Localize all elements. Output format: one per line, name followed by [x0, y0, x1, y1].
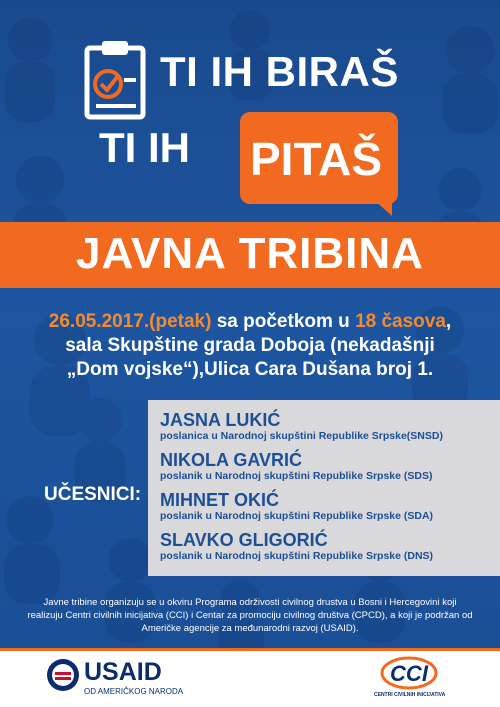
speech-bubble-tail [372, 198, 392, 216]
event-date: 26.05.2017. [48, 311, 150, 332]
logo-bar-divider [0, 648, 500, 651]
header [0, 0, 500, 225]
participant-item [160, 450, 432, 483]
participant-name: JASNA LUKIĆ [160, 410, 281, 430]
event-day: (petak) [149, 311, 212, 332]
event-info: 26.05.2017.(petak) sa početkom u 18 časova, sala Skupštine grada Doboja (nekadašnji „Dom vojske“),Ulica Cara Dušana broj 1. [0, 310, 500, 382]
title-line-1: TI IH BIRAŠ [160, 48, 399, 95]
participants-label: UČESNICI: [44, 484, 142, 505]
title-highlight: PITAŠ [250, 133, 383, 185]
footer-line: Javne tribine organizuju se u okviru Programa održivosti civilnog drustva u Bosni i Hercegovini koji [43, 597, 457, 608]
footer-text [20, 596, 480, 635]
footer-line: realizuju Centri civilnih inicijativa (CCI) i Centar za promociju civilnog društva (CPCD), a koji je podržan od [27, 610, 473, 621]
event-address: „Dom vojske“),Ulica Cara Dušana broj 1. [66, 359, 434, 380]
participant-role: poslanik u Narodnoj skupštini Republike Srpske (SDA) [160, 510, 434, 522]
event-venue: sala Skupštine grada Doboja (nekadašnji [65, 335, 435, 356]
usaid-seal-icon [46, 658, 80, 692]
svg-text:CCI: CCI [390, 661, 428, 686]
participant-role: poslanik u Narodnoj skupštini Republike Srpske (DNS) [160, 550, 434, 562]
clipboard-check-icon [84, 38, 146, 120]
cci-tagline: CENTRI CIVILNIH INICIJATIVA [374, 692, 446, 698]
participant-item [160, 490, 433, 523]
participant-item [160, 410, 443, 443]
participant-name: NIKOLA GAVRIĆ [160, 450, 302, 470]
event-start-text: sa početkom u [216, 311, 350, 332]
participant-role: poslanik u Narodnoj skupštini Republike Srpske (SDS) [160, 470, 433, 482]
participant-role: poslanica u Narodnoj skupštini Republike Srpske(SNSD) [160, 430, 443, 442]
participant-name: SLAVKO GLIGORIĆ [160, 530, 328, 550]
event-time: 18 časova [355, 311, 446, 332]
banner-title: JAVNA TRIBINA [76, 229, 424, 278]
usaid-logo: USAID [84, 658, 162, 686]
cci-logo-icon [380, 655, 438, 691]
participant-name: MIHNET OKIĆ [160, 490, 279, 510]
usaid-tagline: OD AMERIČKOG NARODA [84, 687, 184, 696]
title-line-2: TI IH [99, 124, 190, 171]
footer-line: Američke agencije za međunarodni razvoj (USAID). [141, 623, 359, 634]
participant-item [160, 530, 433, 563]
